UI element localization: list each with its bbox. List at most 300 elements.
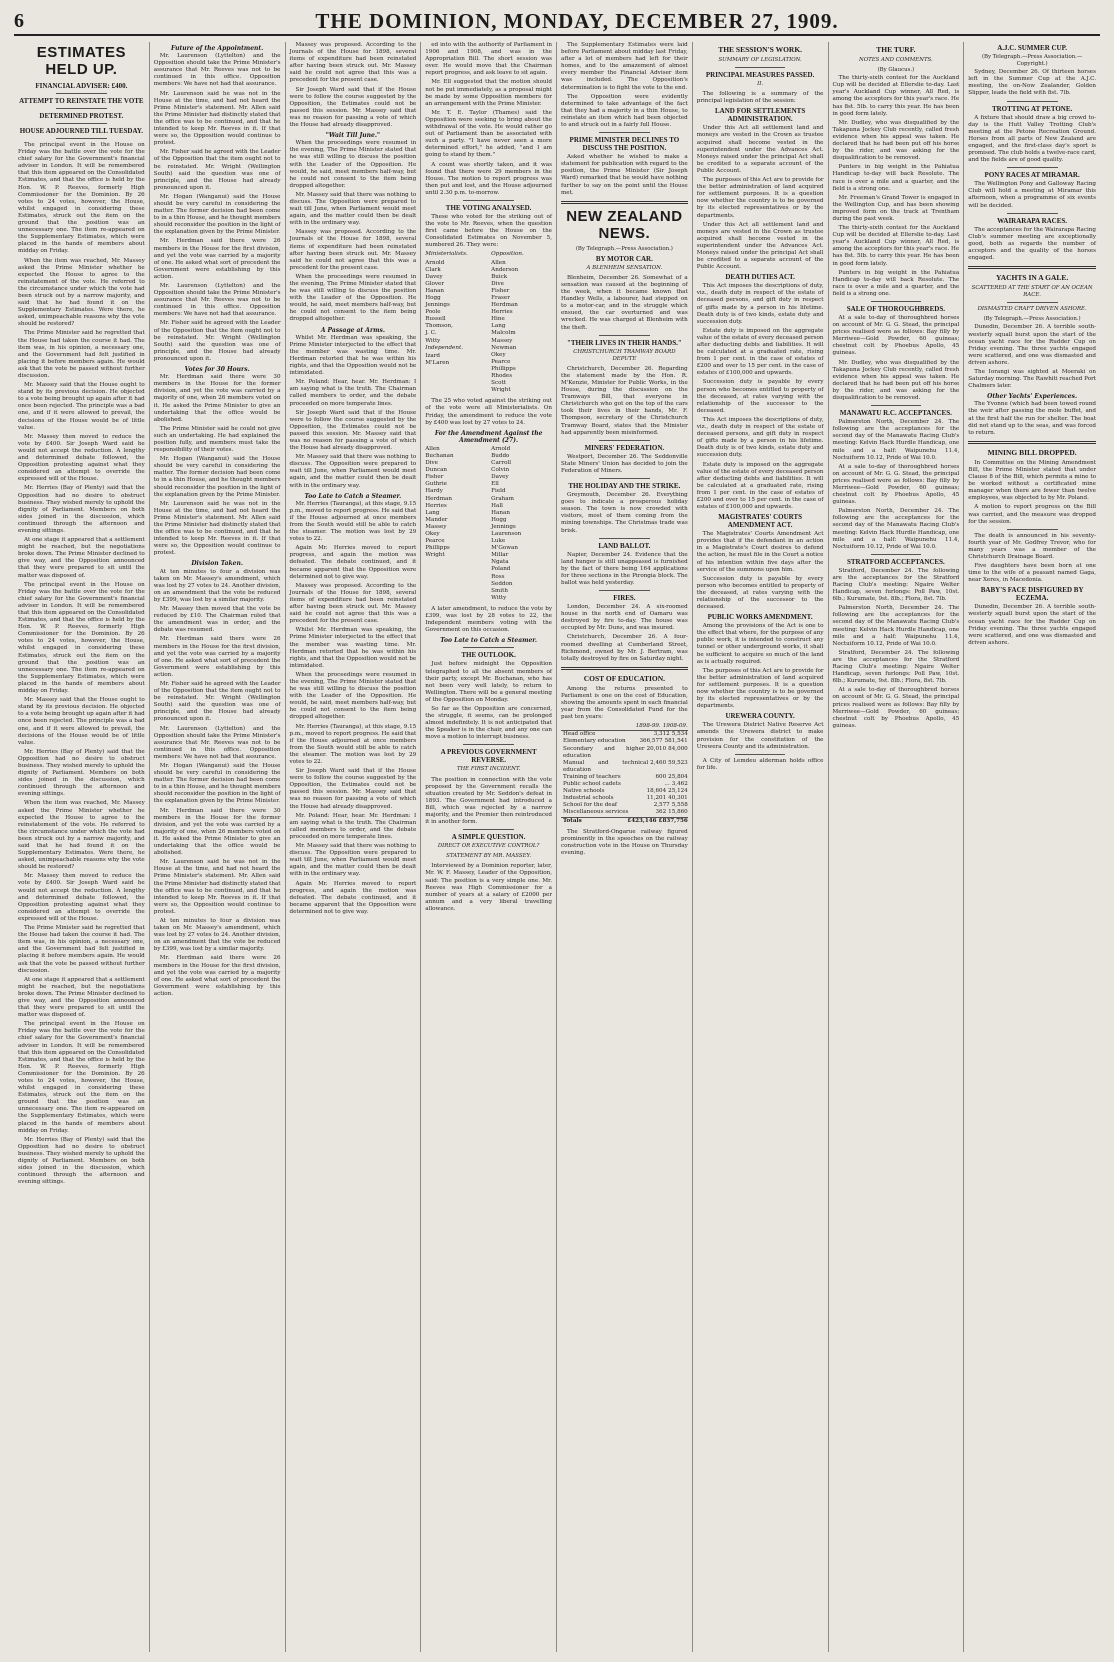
paragraph: Asked whether he wished to make a statement for publication with regard to the position, the Prime Minister (Sir Joseph Ward) remarked that he would have nothing further to say on the point until the House met. xyxy=(561,154,688,196)
paragraph: Mr. Dudley, who was disqualified by the Takapuna Jockey Club recently, called fresh evidence when his appeal was taken. He declared that he had been put off his horse by the rider, and was asking for the disqualification to be removed. xyxy=(832,119,960,162)
paragraph: Mr. Herries (Tauranga), at this stage, 9.15 p.m., moved to report progress. He said that if the House adjourned at once members from the South would still be able to catch the steamer. The motion was lost by 29 votes to 22. xyxy=(289,500,417,543)
subhead: Votes for 30 Hours. xyxy=(184,366,250,374)
paragraph: The acceptances for the Wairarapa Racing Club's summer meeting are exceptionally good, both as regards the number of acceptors and the quality of the horses engaged. xyxy=(968,226,1096,261)
paragraph: Palmerston North, December 24. The following are the acceptances for the second day of the Manawatu Racing Club's meeting: Kelvin Hack Hurdle Handicap, one mile and a half: Waipunehu 11.4, Noctuiform 10.12, Pride of Wai 10.0. xyxy=(832,605,960,647)
member-name: Colvin xyxy=(491,467,510,474)
paragraph: So far as the Opposition are concerned, the struggle, it seems, can be prolonged almost indefinitely. It is not anticipated that the Speaker is in the chair, and any one can move a motion to interrupt business. xyxy=(425,705,552,741)
land-settlements-heading: LAND FOR SETTLEMENTS ADMINISTRATION. xyxy=(715,107,806,124)
table-cell: Head office xyxy=(563,731,596,738)
paragraph: The Magistrates' Courts Amendment Act provides that if the defendant in an action in a Magistrate's Court desires to defend the action, he must file in the Court a notice of his intention within five days after the service of the summons upon him. xyxy=(696,531,824,573)
table-cell: 5,558 xyxy=(671,802,688,809)
table-row xyxy=(561,795,688,802)
paragraph: Mr. Herdman said there were 30 members in the House for the former division, and yet the vote was carried by a majority of one, when 26 members voted on it. He asked the Prime Minister to give an undertaking that the office would be abolished. xyxy=(153,374,281,423)
member-name: Smith xyxy=(491,587,508,594)
member-name: Hogg xyxy=(425,295,441,301)
table-row xyxy=(561,802,688,809)
table-cell: Training of teachers xyxy=(563,773,621,780)
subhead: Division Taken. xyxy=(191,560,243,568)
paragraph: The position in connection with the vote proposed by the Government recalls the situation created by Mr. Seddon's defeat in 1893. The Government had introduced a Bill, which was rejected by a narrow majority, and the Premier then reintroduced it in another form. xyxy=(425,776,552,826)
trotting-heading: TROTTING AT PETONE. xyxy=(991,104,1073,113)
paragraph: The purposes of this Act are to provide for the better administration of land acquired for settlement purposes. It is a question now whether the country is to be governed by its elected representatives or by the departments. xyxy=(696,177,824,219)
paragraph: Whilst Mr. Herdman was speaking, the Prime Minister interjected to the effect that the member was wasting time. Mr. Herdman retorted that he was within his rights, and that the Opposition would not be intimidated. xyxy=(289,627,417,669)
member-name: Okey xyxy=(425,531,440,537)
division-heading: For the Amendment Against the Amendment (27). xyxy=(434,429,543,444)
simple-sub: DIRECT OR EXECUTIVE CONTROL? xyxy=(437,843,540,850)
paragraph: Mr. Hogan (Wanganui) said the House should be very careful in considering the matter. The former decision had been come to in a thin House, and he thought members should reconsider the position in the light of the explanation given by the Prime Minister. xyxy=(153,456,281,498)
column-8 xyxy=(964,42,1100,1652)
member-name: Ell xyxy=(491,481,499,488)
member-name: Laurenson xyxy=(491,531,522,537)
paragraph: Mr. Hogan (Wanganui) said the House should be very careful in considering the matter. The former decision had been come to in a thin House, and he thought members should reconsider the position in the light of the explanation given by the Prime Minister. xyxy=(153,763,281,805)
ministerialists-list xyxy=(425,260,454,345)
subhead: Too Late to Catch a Steamer. xyxy=(304,492,402,500)
member-name: Luke xyxy=(491,538,506,545)
paragraph: The thirty-sixth contest for the Auckland Cup will be decided at Ellerslie to-day. Last year's Auckland Cup winner, All Red, is among the acceptors for this year's race. He has 8st. 5lb. to carry this year. He has been in good form lately. xyxy=(832,225,960,267)
paragraph: At a sale to-day of thoroughbred horses on account of Mr. G. G. Stead, the principal prices realised were as follows: Bay filly by Merriwee—Gold Powder, 60 guineas; chestnut colt by Phoebus Apollo, 45 guineas. xyxy=(832,687,960,729)
paragraph: Sir Joseph Ward said that if the House were to follow the course suggested by the Opposition, the Estimates could not be passed this session. Mr. Massey said that was no reason for passing a vote of which the House had already disapproved. xyxy=(289,409,417,452)
deck-4: HOUSE ADJOURNED TILL TUESDAY. xyxy=(19,127,144,135)
table-cell: 5,534 xyxy=(671,731,688,738)
table-row xyxy=(561,723,688,731)
voting-heading: THE VOTING ANALYSED. xyxy=(445,203,532,212)
paragraph: This Act imposes the descriptions of duty, viz., death duty in respect of the estate of deceased persons, and gift duty in respect of gifts made by a person in his lifetime. Death duty is of two kinds, estate duty and succession duty. xyxy=(696,283,824,325)
headline-mining: MINING BILL DROPPED. xyxy=(987,447,1077,457)
paragraph: Massey was proposed. According to the Journals of the House for 1898, several items of expenditure had been reinstated after having been struck out. Mr. Massey said he could not agree that this was a precedent for the present case. xyxy=(289,582,417,625)
masthead xyxy=(14,8,1100,36)
table-cell: Miscellaneous services xyxy=(563,809,629,816)
paragraph: Dunedin, December 26. A terrible south-westerly squall burst upon the start of the ocean yacht race for the Rudder Cup on Friday evening. The three yachts engaged were scattered, and one was dismasted and driven ashore. xyxy=(968,604,1096,646)
member-name: Dive xyxy=(491,280,504,287)
table-cell: 366,577 xyxy=(639,738,663,745)
paragraph: At a sale to-day of thoroughbred horses on account of Mr. G. G. Stead, the principal prices realised were as follows: Bay filly by Merriwee—Gold Powder, 60 guineas; chestnut colt by Phoebus Apollo, 45 guineas. xyxy=(832,315,960,357)
paragraph: A later amendment, to reduce the vote by £399, was lost by 28 votes to 22, the Independent members voting with the Government on this occasion. xyxy=(425,605,552,634)
member-name: Graham xyxy=(491,495,514,502)
member-name: Duncan xyxy=(425,467,448,474)
member-name: Davey xyxy=(425,273,443,280)
table-row xyxy=(561,781,688,788)
paragraph: Among the returns presented to Parliament is one on the cost of Education, showing the amounts spent in each financial year from the Consolidated Fund for the past ten years: xyxy=(561,685,688,721)
member-name: Malcolm xyxy=(491,330,516,337)
paragraph: Mr. Massey then moved to reduce the vote by £400. Sir Joseph Ward said he would not accept the reduction. A lengthy and determined debate followed, the Opposition protesting against what they considered an attempt to override the expressed will of the House. xyxy=(18,433,145,483)
table-cell: 3,312 xyxy=(653,731,670,738)
paragraph: Mr. Laurenson (Lyttelton) and the Opposition should take the Prime Minister's assurance that Mr. Reeves was not to be continued in this office. Opposition members: We have not had that assurance. xyxy=(153,725,281,760)
member-name: Poole xyxy=(425,309,441,316)
paragraph: Just before midnight the Opposition telegraphed to all the absent members of their party, except Mr. Buchanan, who has not been very well lately, to return to Wellington. There will be a general meeting of the Opposition on Monday. xyxy=(425,661,552,703)
paragraph: Mr. Fisher said he agreed with the Leader of the Opposition that the item ought not to be reinstated. Mr. Wright (Wellington South) said the question was one of principle, and the House had already pronounced upon it. xyxy=(153,680,281,723)
table-cell: 40,301 xyxy=(668,795,688,802)
member-name: Glover xyxy=(425,280,445,287)
paragraph: Mr. Massey then moved that the vote be reduced by £10. The Chairman ruled that the amendment was in order, and the debate was resumed. xyxy=(153,606,281,634)
table-cell: 25,804 xyxy=(668,773,688,780)
table-row xyxy=(561,809,688,816)
paragraph: Mr. Massey said that the House ought to stand by its previous decision. He objected to a vote being brought up again after it had once been rejected. The principle was a bad one, and if it were allowed to prevail, the decisions of the House would be of little value. xyxy=(18,697,145,746)
stratford-heading: STRATFORD ACCEPTANCES. xyxy=(846,557,945,566)
member-name: Anderson xyxy=(491,266,519,273)
member-name: Herdman xyxy=(491,302,518,309)
paragraph: The Supplementary Estimates were laid before Parliament about midday last Friday, after a lot of members had left for their homes, and to the amazement of almost every member the Financial Adviser item was included. The Opposition's determination is to fight the vote to the end. xyxy=(561,42,688,91)
paragraph: The Yvonne (which had been towed round the weir after passing the mole buffet, and at the first half the run for shelter. The boat did not stand up to the seas, and was forced to return. xyxy=(968,401,1096,436)
member-name: Witty xyxy=(425,337,441,344)
table-row xyxy=(561,788,688,795)
paragraph: The Prime Minister said he could not give such an undertaking. He had explained the position fully, and members must take the responsibility of their votes. xyxy=(153,425,281,454)
deck-1: FINANCIAL ADVISER: £400. xyxy=(35,82,128,90)
member-name: Arnold xyxy=(491,445,511,452)
deck-3: DETERMINED PROTEST. xyxy=(39,112,124,120)
member-name: Fraser xyxy=(491,295,510,301)
paragraph: Sir Joseph Ward said that if the House were to follow the course suggested by the Opposition, the Estimates could not be passed this session. Mr. Massey said that was no reason for passing a vote of which the House had already disapproved. xyxy=(289,86,417,129)
motorcar-heading: BY MOTOR CAR. xyxy=(595,254,653,263)
subhead: Future of the Appointment. xyxy=(170,45,264,52)
columns xyxy=(14,42,1100,1652)
paragraph: The thirty-sixth contest for the Auckland Cup will be decided at Ellerslie to-day. Last year's Auckland Cup winner, All Red, is among the acceptors for this year's race. He has 8st. 5lb. to carry this year. He has been in good form lately. xyxy=(832,75,960,117)
paragraph: Mr. Herdman said there were 26 members in the House for the first division, and yet the vote was carried by a majority of one. He asked what sort of precedent the Government were establishing by this action. xyxy=(153,636,281,678)
table-cell: 581,541 xyxy=(664,738,688,745)
newspaper-title: THE DOMINION, MONDAY, DECEMBER 27, 1909. xyxy=(315,8,839,33)
table-cell: Manual and technical education xyxy=(563,759,649,773)
column-7 xyxy=(829,42,965,1652)
headline-yachts: YACHTS IN A GALE. xyxy=(996,273,1069,283)
table-cell: 18,604 xyxy=(646,788,667,795)
fires-heading: FIRES. xyxy=(613,594,636,603)
member-name: Herries xyxy=(491,309,513,316)
paragraph: The Prime Minister said he regretted that the House had taken the course it had. The item was, in his opinion, a necessary one, and the Government had felt justified in placing it before members again. He would ask that the vote be passed without further discussion. xyxy=(18,925,145,974)
table-cell: Totals xyxy=(563,817,582,824)
paragraph: Greymouth, December 26. Everything goes to indicate a prosperous holiday season. The town is now crowded with visitors, most of them coming from the mining townships. The Christmas trade was brisk. xyxy=(561,492,688,534)
paragraph: Mr. Hogan (Wanganui) said the House should be very careful in considering the matter. The former decision had been come to in a thin House, and he thought members should reconsider the position in the light of the explanation given by the Prime Minister. xyxy=(153,193,281,236)
paragraph: Massey was proposed. According to the Journals of the House for 1898, several items of expenditure had been reinstated after having been struck out. Mr. Massey said he could not agree that this was a precedent for the present case. xyxy=(289,42,417,84)
column-4 xyxy=(421,42,557,1652)
hands-heading: "THEIR LIVES IN THEIR HANDS." xyxy=(566,338,682,347)
table-cell: 2,577 xyxy=(653,802,670,809)
paragraph: Mr. Laurenson (Lyttelton) and the Opposition should take the Prime Minister's assurance that Mr. Reeves was not to be continued in this office. Opposition members: We have not had that assurance. xyxy=(153,53,281,88)
paragraph: When the item was reached, Mr. Massey asked the Prime Minister whether he expected the House to agree to the reinstatement of the vote. He referred to the circumstance under which the vote had been struck out by a narrow majority, and said that he had found it on the Supplementary Estimates. Were there, he asked, unimpeachable reasons why the vote should be restored? xyxy=(18,257,145,328)
member-name: Witty xyxy=(491,594,507,601)
column-1 xyxy=(14,42,150,1652)
land-ballot-heading: LAND BALLOT. xyxy=(598,541,651,550)
table-cell: £423,146 xyxy=(627,817,657,824)
paragraph: The purposes of this Act are to provide for the better administration of land acquired for settlement purposes. It is a question now whether the country is to be governed by its elected representatives or by the departments. xyxy=(696,667,824,710)
education-heading: COST OF EDUCATION. xyxy=(583,673,666,683)
table-cell: Public school cadets xyxy=(563,781,621,788)
member-name: M'Laren xyxy=(425,359,450,366)
paragraph: Mr. Ell suggested that the motion should not be put immediately, as a proposal might be made by some Opposition members for an arrangement with the Prime Minister. xyxy=(425,79,552,107)
paragraph: The principal event in the House on Friday was the battle over the vote for the chief salary for the Government's financial adviser in London. It will be remembered that this item appeared on the Consolidated Estimates, and that the office is held by the Hon. W. P. Reeves, formerly High Commissioner for the Dominion. By 26 votes to 24 votes, however, the House, whilst engaged in considering these Estimates, struck out the item on the ground that the position was an unnecessary one. The item re-appeared on the Supplementary Estimates, which were placed in the hands of members about midday on Friday. xyxy=(18,142,145,255)
magistrates-heading: MAGISTRATES' COURTS AMENDMENT ACT. xyxy=(718,513,803,530)
paragraph: Estate duty is imposed on the aggregate value of the estate of every deceased person after deducting debts and liabilities. It will be calculated at a graduated rate, rising from 1 per cent. in the case of estates of £200 and over to 15 per cent. in the case of estates of £100,000 and upwards. xyxy=(696,461,824,511)
table-cell: 20,010 xyxy=(646,745,667,752)
paragraph: ed into with the authority of Parliament in 1906 and 1908, and was in the Appropriation Bill. The short session was over. He would move that the Chairman report progress, and ask leave to sit again. xyxy=(425,42,552,77)
outlook-heading: THE OUTLOOK. xyxy=(461,651,516,660)
paragraph: Mr. Herdman said there were 30 members in the House for the former division, and yet the vote was carried by a majority of one, when 26 members voted on it. He asked the Prime Minister to give an undertaking that the office would be abolished. xyxy=(153,807,281,857)
subhead: A Passage at Arms. xyxy=(320,326,385,334)
session-sub: SUMMARY OF LEGISLATION. xyxy=(718,57,802,63)
pm-declines-heading: PRIME MINISTER DECLINES TO DISCUSS THE POSITION. xyxy=(569,136,680,153)
paragraph: When the proceedings were resumed in the evening, The Prime Minister stated that he was still willing to discuss the position with the Leader of the Opposition. He would, he said, meet members half-way, but he could not consent to the item being dropped altogether. xyxy=(289,273,417,323)
member-name: Hanan xyxy=(491,509,510,516)
paragraph: When the proceedings were resumed in the evening, The Prime Minister stated that he was still willing to discuss the position with the Leader of the Opposition. He would, he said, meet members half-way, but he could not consent to the item being dropped altogether. xyxy=(289,671,417,721)
member-name: Herries xyxy=(425,502,447,509)
ministerialists-label: Ministerialists. xyxy=(425,251,468,258)
paragraph: Mr. Laurenson (Lyttelton) and the Opposition should take the Prime Minister's assurance that Mr. Reeves was not to be continued in this office. Opposition members: We have not had that assurance. xyxy=(153,283,281,318)
member-name: Scott xyxy=(491,380,507,387)
paragraph: At a sale to-day of thoroughbred horses on account of Mr. G. G. Stead, the principal prices realised were as follows: Bay filly by Merriwee—Gold Powder, 60 guineas; chestnut colt by Phoebus Apollo, 45 guineas. xyxy=(832,463,960,506)
paragraph: Punters in big weight in the Pahiatua Handicap to-day will back Resolute. The race is over a mile and a quarter, and the field is a strong one. xyxy=(832,164,960,192)
against-list xyxy=(491,446,552,602)
column-2 xyxy=(150,42,286,1652)
paragraph: These who voted for the striking out of the vote to Mr. Reeves, when the question first came before the House on the Consolidated Estimates on November 5, numbered 26. They were: xyxy=(425,213,552,249)
paragraph: Estate duty is imposed on the aggregate value of the estate of every deceased person after deducting debts and liabilities. It will be calculated at a graduated rate, rising from 1 per cent. in the case of estates of £200 and over to 15 per cent. in the case of estates of £100,000 and upwards. xyxy=(696,327,824,377)
member-name: Pearce xyxy=(491,358,511,365)
miners-heading: MINERS' FEDERATION. xyxy=(584,443,665,452)
paragraph: Mr. Laurenson said he was not in the House at the time, and had not heard the Prime Minister's statement. Mr. Allen said the Prime Minister had distinctly stated that the office was to be continued, and that he intended to keep Mr. Reeves in it. If that were so, the Opposition would continue to protest. xyxy=(153,500,281,557)
table-cell: 15,860 xyxy=(668,809,688,816)
paragraph: Mr. Herries (Bay of Plenty) said that the Opposition had no desire to obstruct business. They wished merely to uphold the dignity of Parliament. Members on both sides joined in the discussion, which continued through the afternoon and evening sittings. xyxy=(18,485,145,534)
table-row xyxy=(561,760,688,774)
member-name: Hogg xyxy=(491,516,507,523)
paragraph: Mr. Poland: Hear, hear. Mr. Herdman: I am saying what is the truth. The Chairman called members to order, and the debate proceeded on more temperate lines. xyxy=(289,812,417,840)
hands-sub: CHRISTCHURCH TRAMWAY BOARD DEPUTE xyxy=(573,348,676,362)
table-cell: 25,124 xyxy=(668,788,688,795)
member-name: Massey xyxy=(425,523,447,530)
member-name: Thomson, J. C. xyxy=(425,323,453,337)
table-cell: Industrial schools xyxy=(563,795,614,802)
paragraph: At ten minutes to four a division was taken on Mr. Massey's amendment, which was lost by 27 votes to 24. Another division, on an amendment that the vote be reduced by £399, was lost by a similar majority. xyxy=(153,568,281,603)
member-name: Clark xyxy=(425,266,441,273)
holiday-heading: THE HOLIDAY AND THE STRIKE. xyxy=(568,482,681,491)
table-cell: 600 xyxy=(655,773,667,780)
session-sub-2: PRINCIPAL MEASURES PASSED. xyxy=(705,71,815,80)
paragraph: The 25 who voted against the striking out of the vote were all Ministerialists. On Friday, the amendment to reduce the vote by £400 was lost by 27 votes to 24. xyxy=(425,398,552,426)
simple-sub-2: STATEMENT BY MR. MASSEY. xyxy=(446,853,532,860)
yachts-byline: (By Telegraph.—Press Association.) xyxy=(983,316,1081,323)
member-name: Buchanan xyxy=(425,452,454,459)
deck-2: ATTEMPT TO REINSTATE THE VOTE xyxy=(19,97,144,105)
member-name: Lang xyxy=(491,323,506,330)
wairarapa-heading: WAIRARAPA RACES. xyxy=(997,216,1068,225)
opposition-list xyxy=(491,260,520,395)
paragraph: Mr. Poland: Hear, hear. Mr. Herdman: I am saying what is the truth. The Chairman called members to order, and the debate proceeded on more temperate lines. xyxy=(289,379,417,407)
byline: (By Telegraph.—Press Association.) xyxy=(575,245,673,252)
paragraph: Blenheim, December 26. Somewhat of a sensation was caused at the beginning of the week, when it became known that Handley Wells, a labourer, had stepped on to a motor-car, and in the struggle which ensued, the car overturned and was wrecked. He was charged at Blenheim with the theft. xyxy=(561,274,688,331)
reverse-heading: A PREVIOUS GOVERNMENT REVERSE. xyxy=(440,748,537,765)
manawatu-heading: MANAWATU R.C. ACCEPTANCES. xyxy=(839,409,952,418)
headline-session: THE SESSION'S WORK. xyxy=(718,45,803,54)
sale-heading: SALE OF THOROUGHBREDS. xyxy=(846,305,945,313)
cup-byline: (By Telegraph.—Press Association.—Copyright.) xyxy=(981,54,1083,68)
member-name: Fisher xyxy=(491,287,510,294)
table-cell: 59,523 xyxy=(668,759,688,766)
paragraph: Mr. Massey said that the House ought to stand by its previous decision. He objected to a vote being brought up again after it had once been rejected. The principle was a bad one, and if it were allowed to prevail, the decisions of the House would be of little value. xyxy=(18,382,145,431)
member-name: Jennings xyxy=(425,302,450,309)
paragraph: Mr. T. E. Taylor (Thames) said the Opposition were seeking to bring about the withdrawal of the vote. He would rather go out of Parliament than be associated with such a party. "I have never seen a more determined effort," he added, "and I am going to stand by them." xyxy=(425,109,552,159)
member-name: Massey xyxy=(491,337,513,344)
paragraph: Mr. Dudley, who was disqualified by the Takapuna Jockey Club recently, called fresh evidence when his appeal was taken. He declared that he had been put off his horse by the rider, and was asking for the disqualification to be removed. xyxy=(832,359,960,402)
paragraph: Palmerston North, December 24. The following are the acceptances for the second day of the Manawatu Racing Club's meeting: Kelvin Hack Hurdle Handicap, one mile and a half: Waipunehu 11.4, Noctuiform 10.12, Pride of Wai 10.0. xyxy=(832,419,960,461)
table-row xyxy=(561,731,688,738)
paragraph: Mr. Herdman said there were 26 members in the House for the first division, and yet the vote was carried by a majority of one. He asked what sort of precedent the Government were establishing by this action. xyxy=(153,238,281,280)
member-name: Poland xyxy=(491,566,511,573)
independent-label: Independent. xyxy=(425,344,463,351)
paragraph: Under this Act all settlement land and moneys are vested in the Crown as trustee acquired shall become vested in the superintendent under the Advances Act. Moneys raised under the principal Act shall be credited to a separate account of the Public Account. xyxy=(696,221,824,271)
table-row xyxy=(561,774,688,781)
for-list xyxy=(425,446,486,602)
table-cell: Native schools xyxy=(563,788,605,795)
paragraph: Mr. Freeman's Grand Tower is engaged in the Wellington Cup, and has been showing improved form on the track at Trentham during the past week. xyxy=(832,194,960,222)
table-cell: 2,460 xyxy=(650,759,667,766)
paragraph: A fixture that should draw a big crowd to-day is the Hutt Valley Trotting Club's meeting at the Petone Recreation Ground. Horses from all parts of New Zealand are engaged, and the first-class day's sport is promised. The club holds a twelve-race card, and the fields are of good quality. xyxy=(968,114,1096,164)
paragraph: Massey was proposed. According to the Journals of the House for 1898, several items of expenditure had been reinstated after having been struck out. Mr. Massey said he could not agree that this was a precedent for the present case. xyxy=(289,229,417,271)
paragraph: In Committee on the Mining Amendment Bill, the Prime Minister stated that under Clause 8 of the Bill, which permits a mine to be worked without a certificated mine manager when there are fewer than twelve employees, was objected to by Mr. Poland. xyxy=(968,459,1096,502)
member-name: Allen xyxy=(425,445,440,452)
member-name: Ross xyxy=(491,573,505,580)
member-name: Jennings xyxy=(491,523,516,530)
paragraph: Under this Act all settlement land and moneys are vested in the Crown as trustee acquired shall become vested in the superintendent under the Advances Act. Moneys raised under the principal Act shall be credited to a separate account of the Public Account. xyxy=(696,125,824,174)
cup-heading: A.J.C. SUMMER CUP. xyxy=(997,44,1067,52)
paragraph: Mr. Herries (Bay of Plenty) said that the Opposition had no desire to obstruct business. They wished merely to uphold the dignity of Parliament. Members on both sides joined in the discussion, which continued through the afternoon and evening sittings. xyxy=(18,748,145,798)
paragraph: The death is announced in his seventy-fourth year of Mr. Godfrey Trevor, who for many years was a member of the Christchurch Drainage Board. xyxy=(968,532,1096,560)
paragraph: A motion to report progress on the Bill was carried, and the measure was dropped for the session. xyxy=(968,504,1096,525)
paragraph: Sir Joseph Ward said that if the House were to follow the course suggested by the Opposition, the Estimates could not be passed this session. Mr. Massey said that was no reason for passing a vote of which the House had already disapproved. xyxy=(289,768,417,810)
simple-heading: A SIMPLE QUESTION. xyxy=(451,833,526,842)
paragraph: Westport, December 26. The Seddonville State Miners' Union has decided to join the Federation of Miners. xyxy=(561,453,688,474)
table-cell: 84,000 xyxy=(668,745,688,752)
paragraph: Five daughters have been born at one time to the wife of a peasant named Gaga, near Xeres, in Macedonia. xyxy=(968,563,1096,584)
paragraph: At one stage it appeared that a settlement might be reached, but the negotiations broke down. The Prime Minister declined to give way, and the Opposition announced that they were prepared to sit until the matter was disposed of. xyxy=(18,537,145,579)
member-name: Dive xyxy=(425,460,438,467)
member-name: Pearce xyxy=(425,538,445,545)
education-table xyxy=(561,723,688,824)
member-name: Arnold xyxy=(425,259,445,266)
column-6 xyxy=(693,42,829,1652)
member-name: Russell xyxy=(425,316,446,323)
headline-turf: THE TURF. xyxy=(876,45,916,54)
table-cell: £837,756 xyxy=(658,817,688,824)
member-name: Allen xyxy=(491,259,506,266)
paragraph: At one stage it appeared that a settlement might be reached, but the negotiations broke down. The Prime Minister declined to give way, and the Opposition announced that they were prepared to sit until the matter was disposed of. xyxy=(18,976,145,1019)
paragraph: Mr. Fisher said he agreed with the Leader of the Opposition that the item ought not to be reinstated. Mr. Wright (Wellington South) said the question was one of principle, and the House had already pronounced upon it. xyxy=(153,149,281,191)
member-name: Okey xyxy=(491,351,506,358)
turf-sub: NOTES AND COMMENTS. xyxy=(858,57,933,63)
paragraph: Punters in big weight in the Pahiatua Handicap to-day will back Resolute. The race is over a mile and a quarter, and the field is a strong one. xyxy=(832,269,960,297)
member-name: Buddo xyxy=(491,452,510,459)
paragraph: Mr. Fisher said he agreed with the Leader of the Opposition that the item ought not to be reinstated. Mr. Wright (Wellington South) said the question was one of principle, and the House had already pronounced upon it. xyxy=(153,320,281,362)
paragraph: Mr. Massey said that there was nothing to discuss. The Opposition were prepared to wait till June, when Parliament would meet again, and the matter could then be dealt with in the ordinary way. xyxy=(289,454,417,489)
member-name: Hardy xyxy=(425,488,443,495)
paragraph: The Prime Minister said he regretted that the House had taken the course it had. The item was, in his opinion, a necessary one, and the Government had felt justified in placing it before members again. He would ask that the vote be passed without further discussion. xyxy=(18,330,145,379)
paragraph: Succession duty is payable by every person who becomes entitled to property of the deceased, at rates varying with the relationship of the successor to the deceased. xyxy=(696,379,824,414)
headline-estimates: ESTIMATES HELD UP. xyxy=(36,44,126,78)
paragraph: The Urewera District Native Reserve Act amends the Urewera district to make provision for the constitution of the Urewera County and its administration. xyxy=(696,722,824,750)
paragraph: A count was shortly taken, and it was found that there were 29 members in the House. The motion to report progress was then put and lost, and the House adjourned until 2.30 p.m. to-morrow. xyxy=(425,161,552,196)
column-3 xyxy=(286,42,422,1652)
page-number: 6 xyxy=(14,9,24,32)
paragraph: Mr. Massey said that there was nothing to discuss. The Opposition were prepared to wait till June, when Parliament would meet again, and the matter could then be dealt with in the ordinary way. xyxy=(289,843,417,878)
opposition-label: Opposition. xyxy=(491,251,524,258)
paragraph: Again Mr. Herries moved to report progress, and again the motion was defeated. The debate continued, and it became apparent that the Opposition were determined not to give way. xyxy=(289,880,417,915)
division-lists xyxy=(425,446,552,602)
session-sub-3: II. xyxy=(757,81,764,88)
member-name: Mander xyxy=(425,516,448,523)
member-name: Millar xyxy=(491,552,509,559)
member-name: Wright xyxy=(425,552,445,559)
table-cell: 1898-99. xyxy=(635,723,661,730)
paragraph: Mr. Laurenson said he was not in the House at the time, and had not heard the Prime Minister's statement. Mr. Allen said the Prime Minister had distinctly stated that the office was to be continued, and that he intended to keep Mr. Reeves in it. If that were so, the Opposition would continue to protest. xyxy=(153,859,281,915)
paragraph: The Iorangi was sighted at Moeraki on Saturday morning. The Rawhiti reached Port Chalmers later. xyxy=(968,369,1096,390)
paragraph: Mr. Herries (Tauranga), at this stage, 9.15 p.m., moved to report progress. He said that if the House adjourned at once members from the South would still be able to catch the steamer. The motion was lost by 29 votes to 22. xyxy=(289,723,417,765)
paragraph: Christchurch, December 26. Regarding the statement made by the Hon. R. M'Kenzie, Minister for Public Works, in the House, during the discussion on the Tramways Bill, that everyone in Christchurch who got on the top of the cars took their lives in their hands, Mr. F. Thompson, secretary of the Christchurch Tramway Board, states that the Minister had apparently been misinformed. xyxy=(561,365,688,436)
table-cell: 3,462 xyxy=(671,781,688,788)
member-name: Hall xyxy=(491,502,503,509)
table-cell: Secondary and higher education xyxy=(563,745,645,759)
table-cell: 362 xyxy=(655,809,667,816)
member-name: Phillipps xyxy=(425,545,450,552)
table-cell: Elementary education xyxy=(563,738,626,745)
yachts-sub-2: DISMASTED CRAFT DRIVEN ASHORE. xyxy=(977,306,1087,313)
paragraph: Among the provisions of the Act is one to the effect that where, for the purpose of any public work, it is intended to construct any tunnel or other underground works, it shall be sufficient to acquire so much of the land as is actually required. xyxy=(696,623,824,665)
paragraph: The following is a summary of the principal legislation of the session: xyxy=(696,91,824,105)
member-name: Field xyxy=(491,488,506,495)
paragraph: When the proceedings were resumed in the evening, The Prime Minister stated that he was still willing to discuss the position with the Leader of the Opposition. He would, he said, meet members half-way, but he could not consent to the item being dropped altogether. xyxy=(289,140,417,189)
yachts-sub: SCATTERED AT THE START OF AN OCEAN RACE. xyxy=(971,285,1093,299)
paragraph: London, December 24. A six-roomed house in the north end of Oamaru was destroyed by fire to-day. The house was occupied by Mr. Duns, and was insured. xyxy=(561,604,688,632)
member-name: Seddon xyxy=(491,580,513,587)
independent-list xyxy=(425,353,454,367)
headline-nz-news: NEW ZEALAND NEWS. xyxy=(566,207,683,242)
member-name: Fisher xyxy=(425,474,444,481)
urewera-heading: UREWERA COUNTY. xyxy=(725,712,795,721)
paragraph: Dunedin, December 26. A terrible south-westerly squall burst upon the start of the ocean yacht race for the Rudder Cup on Friday evening. The three yachts engaged were scattered, and one was dismasted and driven ashore. xyxy=(968,324,1096,366)
paragraph: The principal event in the House on Friday was the battle over the vote for the chief salary for the Government's financial adviser in London. It will be remembered that this item appeared on the Consolidated Estimates, and that the office is held by the Hon. W. P. Reeves, formerly High Commissioner for the Dominion. By 26 votes to 24 votes, however, the House, whilst engaged in considering these Estimates, struck out the item on the ground that the position was an unnecessary one. The item re-appeared on the Supplementary Estimates, which were placed in the hands of members about midday on Friday. xyxy=(18,581,145,695)
member-name: Lang xyxy=(425,509,440,516)
member-name: Wright xyxy=(491,387,511,394)
table-cell: School for the deaf xyxy=(563,802,617,809)
reverse-sub: THE FIRST INCIDENT. xyxy=(456,766,521,773)
column-5 xyxy=(557,42,693,1652)
member-name: Buick xyxy=(491,273,508,280)
paragraph: The Wellington Pony and Galloway Racing Club will hold a meeting at Miramar this afternoon, when a programme of six events will be decided. xyxy=(968,181,1096,209)
eczema-heading: BABY'S FACE DISFIGURED BY ECZEMA. xyxy=(980,586,1084,603)
member-name: M'Gowan xyxy=(491,545,518,552)
paragraph: This Act imposes the descriptions of duty, viz., death duty in respect of the estate of deceased persons, and gift duty in respect of gifts made by a person in his lifetime. Death duty is of two kinds, estate duty and succession duty. xyxy=(696,416,824,459)
voting-lists xyxy=(425,251,552,394)
paragraph: Mr. Laurenson said he was not in the House at the time, and had not heard the Prime Minister's statement. Mr. Allen said the Prime Minister had distinctly stated that the office was to be continued, and that he intended to keep Mr. Reeves in it. If that were so, the Opposition would continue to protest. xyxy=(153,90,281,147)
paragraph: Mr. Massey said that there was nothing to discuss. The Opposition were prepared to wait till June, when Parliament would meet again, and the matter could then be dealt with in the ordinary way. xyxy=(289,191,417,227)
subhead: Other Yachts' Experiences. xyxy=(987,393,1078,401)
table-row xyxy=(561,746,688,760)
table-row xyxy=(561,738,688,745)
member-name: Hine xyxy=(491,316,505,323)
member-name: Hanan xyxy=(425,287,445,294)
paragraph: Stratford, December 24. The following are the acceptances for the Stratford Racing Club's meeting: Ngaire Welter Handicap, seven furlongs: Poll Paw, 10st. 6lb.; Kurumate, 9st. 8lb.; Flora, 8st. 7lb. xyxy=(832,567,960,603)
paragraph: Again Mr. Herries moved to report progress, and again the motion was defeated. The debate continued, and it became apparent that the Opposition were determined not to give way. xyxy=(289,545,417,580)
member-name: Rhodes xyxy=(491,373,513,380)
member-name: Herdman xyxy=(425,495,452,502)
member-name: Guthrie xyxy=(425,481,447,488)
member-name: Ngata xyxy=(491,559,509,566)
paragraph: Succession duty is payable by every person who becomes entitled to property of the deceased, at rates varying with the relationship of the successor to the deceased. xyxy=(696,575,824,611)
table-row xyxy=(561,817,688,825)
blenheim-heading: A BLENHEIM SENSATION. xyxy=(586,264,663,271)
table-cell: 1908-09. xyxy=(662,723,688,730)
paragraph: Mr. Herries (Bay of Plenty) said that the Opposition had no desire to obstruct business. They wished merely to uphold the dignity of Parliament. Members on both sides joined in the discussion, which continued through the afternoon and evening sittings. xyxy=(18,1136,145,1186)
member-name: Newman xyxy=(491,344,517,351)
turf-byline: (By Glaucus.) xyxy=(877,67,915,74)
paragraph: The Opposition were evidently determined to take advantage of the fact that they had a majority in a thin House, to reinstate an item which had been objected to and struck out in a fairly full House. xyxy=(561,93,688,129)
paragraph: Whilst Mr. Herdman was speaking, the Prime Minister interjected to the effect that the member was wasting time. Mr. Herdman retorted that he was within his rights, and that the Opposition would not be intimidated. xyxy=(289,334,417,377)
paragraph: Christchurch, December 26. A four-roomed dwelling at Cumberland Street, Richmond, owned by Mr. J. Bertram, was totally destroyed by fire on Saturday night. xyxy=(561,634,688,662)
paragraph: Interviewed by a Dominion reporter, later, Mr. W. F. Massey, Leader of the Opposition, said: The position is a very simple one. Mr. Reeves was High Commissioner for a number of years at a salary of £2000 per annum and a very liberal travelling allowance. xyxy=(425,863,552,912)
paragraph: Stratford, December 24. The following are the acceptances for the Stratford Racing Club's meeting: Ngaire Welter Handicap, seven furlongs: Poll Paw, 10st. 6lb.; Kurumate, 9st. 8lb.; Flora, 8st. 7lb. xyxy=(832,649,960,685)
